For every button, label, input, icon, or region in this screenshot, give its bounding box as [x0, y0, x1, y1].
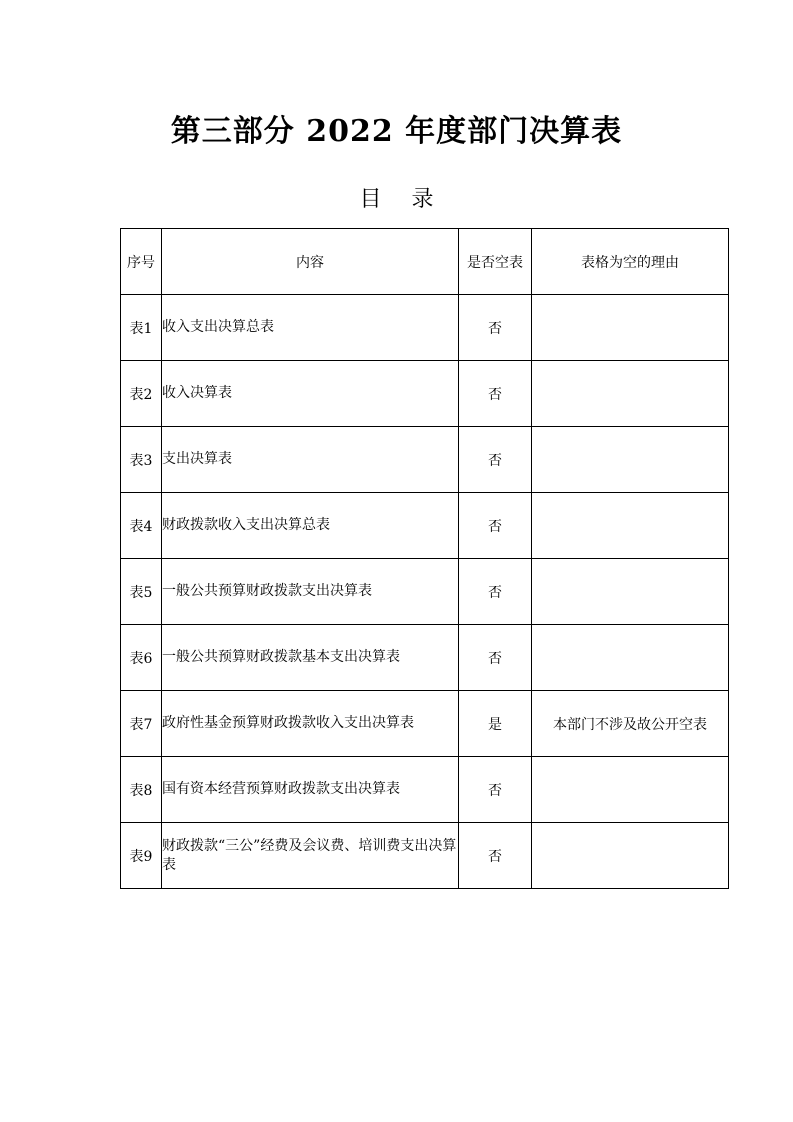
page-title: 第三部分 2022 年度部门决算表	[170, 114, 623, 149]
row-seq: 表4	[121, 493, 162, 559]
row-empty-reason	[532, 823, 729, 889]
row-empty-reason	[532, 559, 729, 625]
row-seq: 表6	[121, 625, 162, 691]
row-content: 国有资本经营预算财政拨款支出决算表	[162, 757, 459, 823]
row-content: 一般公共预算财政拨款支出决算表	[162, 559, 459, 625]
row-content: 财政拨款“三公”经费及会议费、培训费支出决算表	[162, 823, 459, 889]
row-seq: 表1	[121, 295, 162, 361]
row-is-empty: 否	[459, 493, 532, 559]
table-row	[121, 559, 729, 625]
row-content: 收入决算表	[162, 361, 459, 427]
header-seq: 序号	[121, 229, 162, 295]
header-empty-reason: 表格为空的理由	[532, 229, 729, 295]
row-content: 收入支出决算总表	[162, 295, 459, 361]
table-row	[121, 823, 729, 889]
row-is-empty: 否	[459, 559, 532, 625]
toc-heading: 目录	[359, 187, 464, 212]
header-is-empty: 是否空表	[459, 229, 532, 295]
toc-table	[120, 228, 729, 889]
row-empty-reason	[532, 361, 729, 427]
row-seq: 表7	[121, 691, 162, 757]
row-content: 财政拨款收入支出决算总表	[162, 493, 459, 559]
row-seq: 表5	[121, 559, 162, 625]
table-row	[121, 757, 729, 823]
row-is-empty: 否	[459, 823, 532, 889]
table-row	[121, 625, 729, 691]
row-seq: 表3	[121, 427, 162, 493]
table-row	[121, 691, 729, 757]
row-empty-reason	[532, 625, 729, 691]
row-content: 政府性基金预算财政拨款收入支出决算表	[162, 691, 459, 757]
row-is-empty: 否	[459, 361, 532, 427]
row-seq: 表2	[121, 361, 162, 427]
table-row	[121, 493, 729, 559]
row-is-empty: 是	[459, 691, 532, 757]
row-seq: 表8	[121, 757, 162, 823]
table-header-row	[121, 229, 729, 295]
table-row	[121, 427, 729, 493]
row-empty-reason	[532, 757, 729, 823]
row-empty-reason	[532, 493, 729, 559]
header-content: 内容	[162, 229, 459, 295]
row-empty-reason	[532, 427, 729, 493]
table-row	[121, 361, 729, 427]
row-content: 一般公共预算财政拨款基本支出决算表	[162, 625, 459, 691]
row-is-empty: 否	[459, 295, 532, 361]
row-seq: 表9	[121, 823, 162, 889]
row-is-empty: 否	[459, 757, 532, 823]
row-content: 支出决算表	[162, 427, 459, 493]
toc-body	[121, 295, 729, 889]
row-is-empty: 否	[459, 625, 532, 691]
table-row	[121, 295, 729, 361]
row-is-empty: 否	[459, 427, 532, 493]
row-empty-reason	[532, 295, 729, 361]
row-empty-reason: 本部门不涉及故公开空表	[532, 691, 729, 757]
